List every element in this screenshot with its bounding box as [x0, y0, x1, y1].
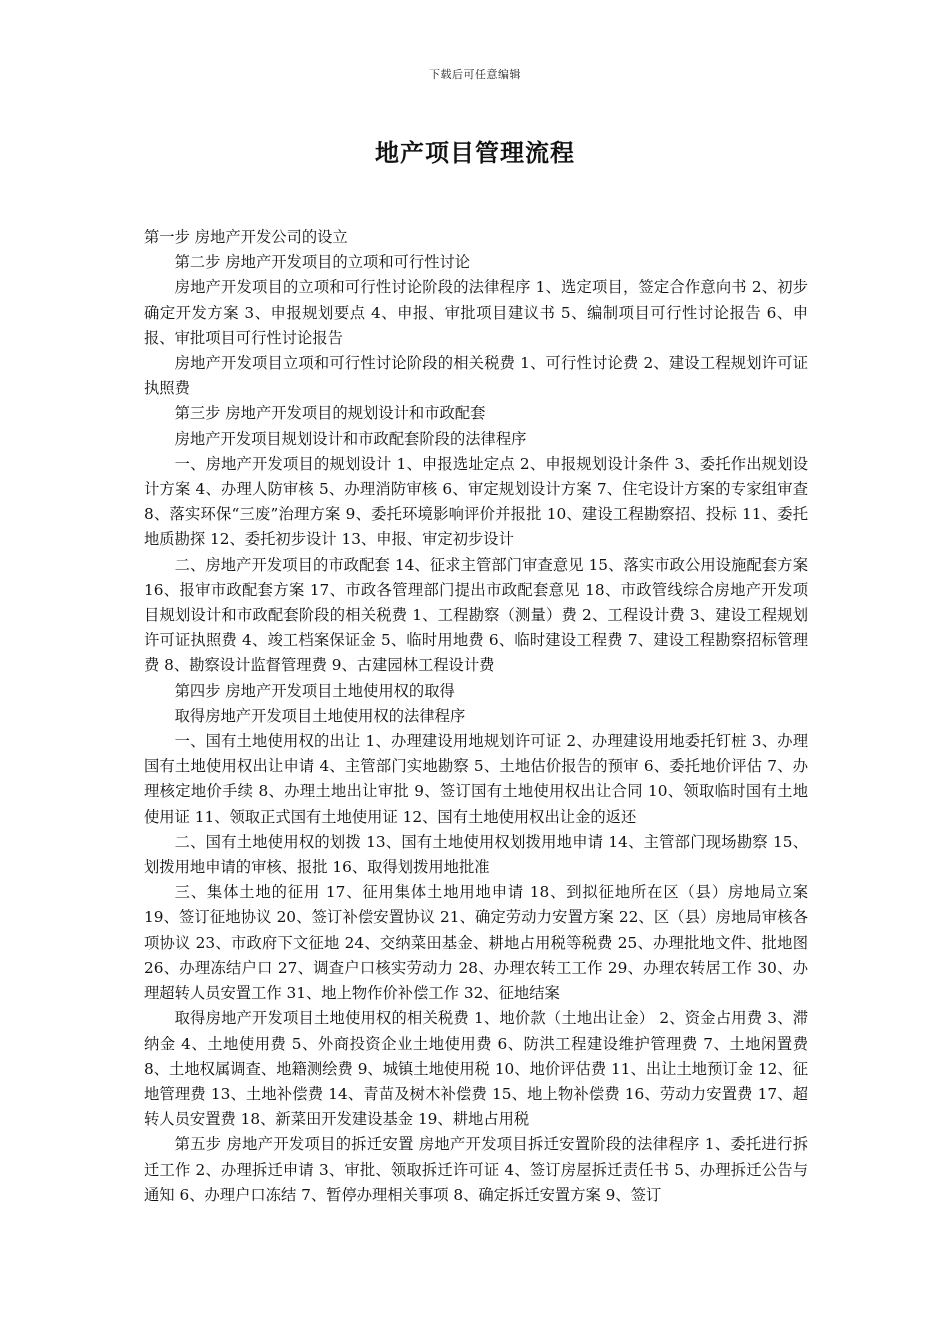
document-body	[144, 225, 808, 1208]
paragraph: 房地产开发项目规划设计和市政配套阶段的法律程序	[174, 429, 527, 448]
step-4-heading: 第四步 房地产开发项目土地使用权的取得	[174, 681, 455, 700]
step-1-heading: 第一步 房地产开发公司的设立	[144, 228, 348, 246]
paragraph: 房地产开发项目的立项和可行性讨论阶段的法律程序 1、选定项目，签定合作意向书 2、初步确定开发方案 3、申报规划要点 4、申报、审批项目建议书 5、编制项目可行性讨论报告 6、申报、审批项目可行性讨论报告	[144, 278, 808, 347]
document-title: 地产项目管理流程	[375, 138, 575, 167]
paragraph: 二、国有土地使用权的划拨 13、国有土地使用权划拨用地申请 14、主管部门现场勘察 15、划拨用地申请的审核、报批 16、取得划拨用地批准	[144, 832, 808, 877]
paragraph: 一、国有土地使用权的出让 1、办理建设用地规划许可证 2、办理建设用地委托钉桩 3、办理国有土地使用权出让申请 4、主管部门实地勘察 5、土地估价报告的预审 6、委托地价评估 7、办理核定地价手续 8、办理土地出让审批 9、签订国有土地使用权出让合同 10、领取临时国有土地使用证 11、领取正式国有土地使用证 12、国有土地使用权出让金的返还	[144, 732, 808, 826]
paragraph: 房地产开发项目立项和可行性讨论阶段的相关税费 1、可行性讨论费 2、建设工程规划许可证执照费	[144, 354, 808, 398]
paragraph: 取得房地产开发项目土地使用权的相关税费 1、地价款（土地出让金） 2、资金占用费 3、滞纳金 4、土地使用费 5、外商投资企业土地使用费 6、防洪工程建设维护管理费 7、土地闲置费 8、土地权属调查、地籍测绘费 9、城镇土地使用税 10、地价评估费 11、出让土地预订金 12、征地管理费 13、土地补偿费 14、青苗及树木补偿费 15、地上物补偿费 16、劳动力安置费 17、超转人员安置费 18、新菜田开发建设基金 19、耕地占用税	[144, 1009, 808, 1129]
paragraph: 二、房地产开发项目的市政配套 14、征求主管部门审查意见 15、落实市政公用设施配套方案 16、报审市政配套方案 17、市政各管理部门提出市政配套意见 18、市政管线综合房地产开发项目规划设计和市政配套阶段的相关税费 1、工程勘察（测量）费 2、工程设计费 3、建设工程规划许可证执照费 4、竣工档案保证金 5、临时用地费 6、临时建设工程费 7、建设工程勘察招标管理费 8、勘察设计监督管理费 9、古建园林工程设计费	[144, 555, 808, 675]
step-2-heading: 第二步 房地产开发项目的立项和可行性讨论	[174, 253, 471, 272]
header-note: 下载后可任意编辑	[429, 68, 521, 81]
paragraph: 取得房地产开发项目土地使用权的法律程序	[174, 706, 466, 725]
step-3-heading: 第三步 房地产开发项目的规划设计和市政配套	[174, 404, 486, 423]
paragraph: 一、房地产开发项目的规划设计 1、申报选址定点 2、申报规划设计条件 3、委托作出规划设计方案 4、办理人防审核 5、办理消防审核 6、审定规划设计方案 7、住宅设计方案的专家组审查 8、落实环保“三废”治理方案 9、委托环境影响评价并报批 10、建设工程勘察招、投标 11、委托地质勘探 12、委托初步设计 13、申报、审定初步设计	[144, 454, 808, 549]
step-5-paragraph: 第五步 房地产开发项目的拆迁安置 房地产开发项目拆迁安置阶段的法律程序 1、委托进行拆迁工作 2、办理拆迁申请 3、审批、领取拆迁许可证 4、签订房屋拆迁责任书 5、办理拆迁公告与通知 6、办理户口冻结 7、暂停办理相关事项 8、确定拆迁安置方案 9、签订	[144, 1135, 808, 1204]
paragraph: 三、集体土地的征用 17、征用集体土地用地申请 18、到拟征地所在区（县）房地局立案 19、签订征地协议 20、签订补偿安置协议 21、确定劳动力安置方案 22、区（县）房地局审核各项协议 23、市政府下文征地 24、交纳菜田基金、耕地占用税等税费 25、办理批地文件、批地图 26、办理冻结户口 27、调查户口核实劳动力 28、办理农转工工作 29、办理农转居工作 30、办理超转人员安置工作 31、地上物作价补偿工作 32、征地结案	[144, 883, 808, 1003]
